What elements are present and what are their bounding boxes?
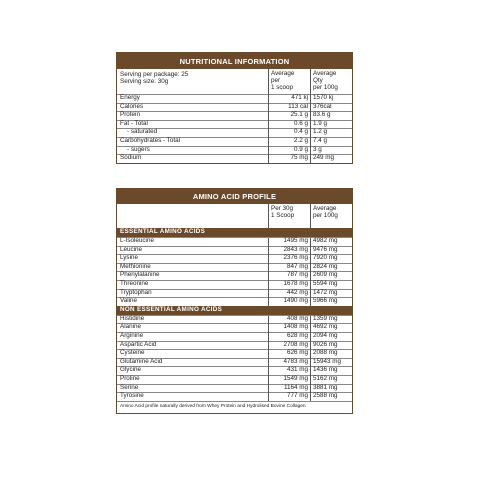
row-per-serve: 1490 mg bbox=[269, 298, 311, 307]
row-per-serve: 787 mg bbox=[269, 272, 311, 281]
table-row bbox=[117, 95, 352, 104]
row-per-100g: 1436 mg bbox=[311, 367, 353, 376]
col2-header-line: Average bbox=[313, 70, 337, 77]
row-per-serve: 1678 mg bbox=[269, 280, 311, 289]
row-per-serve: 0.6 g bbox=[269, 120, 311, 129]
table-row bbox=[117, 375, 352, 384]
row-label: Glutamine Acid bbox=[117, 358, 269, 367]
amino-col2-header-line: Average bbox=[313, 205, 337, 212]
row-label: Tryptophan bbox=[117, 289, 269, 298]
row-label: Arginine bbox=[117, 332, 269, 341]
row-per-100g: 4692 mg bbox=[311, 324, 353, 333]
row-label: Alanine bbox=[117, 324, 269, 333]
row-per-100g: 2588 mg bbox=[311, 393, 353, 401]
nutrition-table bbox=[117, 69, 352, 163]
row-label: Histidine bbox=[117, 315, 269, 324]
row-per-serve: 2376 mg bbox=[269, 255, 311, 264]
amino-col1-header-line: Per 30g bbox=[271, 205, 294, 212]
row-label: Lysine bbox=[117, 255, 269, 264]
row-per-100g: 9476 mg bbox=[311, 246, 353, 255]
row-per-serve: 777 mg bbox=[269, 393, 311, 401]
row-per-100g: 15943 mg bbox=[311, 358, 353, 367]
row-label: Glycine bbox=[117, 367, 269, 376]
row-per-100g: 2824 mg bbox=[311, 263, 353, 272]
amino-col1-header-line: 1 Scoop bbox=[271, 211, 295, 219]
amino-header-row bbox=[117, 204, 352, 229]
table-row bbox=[117, 137, 352, 146]
row-label: Phenylalanine bbox=[117, 272, 269, 281]
row-per-100g: 1359 mg bbox=[311, 315, 353, 324]
row-per-serve: 0.9 g bbox=[269, 146, 311, 155]
row-label: Calories bbox=[117, 103, 269, 112]
row-per-100g: 1.9 g bbox=[311, 120, 353, 129]
col1-header-line: 1 scoop bbox=[271, 83, 294, 91]
table-row bbox=[117, 238, 352, 247]
row-per-serve: 0.4 g bbox=[269, 129, 311, 138]
row-per-serve: 25.1 g bbox=[269, 112, 311, 121]
row-per-100g: 1570 kj bbox=[311, 95, 353, 104]
row-per-100g: 9026 mg bbox=[311, 341, 353, 350]
col1-header-line: per bbox=[271, 76, 281, 84]
row-label: Leucine bbox=[117, 246, 269, 255]
row-label: Energy bbox=[117, 95, 269, 104]
table-row bbox=[117, 393, 352, 401]
col2-header-line: Qty bbox=[313, 76, 323, 84]
amino-table bbox=[117, 204, 352, 401]
row-per-serve: 431 mg bbox=[269, 367, 311, 376]
row-per-100g: 5594 mg bbox=[311, 280, 353, 289]
table-row bbox=[117, 298, 352, 307]
row-per-serve: 2708 mg bbox=[269, 341, 311, 350]
row-per-serve: 408 mg bbox=[269, 315, 311, 324]
table-row bbox=[117, 280, 352, 289]
essential-section-title: ESSENTIAL AMINO ACIDS bbox=[117, 229, 352, 238]
table-row bbox=[117, 255, 352, 264]
row-label: Carbohydrates - Total bbox=[117, 137, 269, 146]
row-per-serve: 4783 mg bbox=[269, 358, 311, 367]
row-label: Fat - Total bbox=[117, 120, 269, 129]
table-row bbox=[117, 332, 352, 341]
amino-title: AMINO ACID PROFILE bbox=[117, 189, 352, 204]
row-label: Valine bbox=[117, 298, 269, 307]
table-row bbox=[117, 350, 352, 359]
nutrition-title: NUTRITIONAL INFORMATION bbox=[117, 53, 352, 69]
row-per-serve: 628 mg bbox=[269, 332, 311, 341]
nonessential-section-title: NON ESSENTIAL AMINO ACIDS bbox=[117, 306, 352, 315]
amino-col2-header-line: per 100g bbox=[313, 211, 338, 219]
row-per-100g: 2094 mg bbox=[311, 332, 353, 341]
table-row bbox=[117, 155, 352, 163]
row-label: Methionine bbox=[117, 263, 269, 272]
row-per-serve: 847 mg bbox=[269, 263, 311, 272]
nonessential-section-header bbox=[117, 306, 352, 315]
row-per-100g: 2609 mg bbox=[311, 272, 353, 281]
row-label: Tyrosine bbox=[117, 393, 269, 401]
row-per-100g: 1.2 g bbox=[311, 129, 353, 138]
row-per-100g: 7.4 g bbox=[311, 137, 353, 146]
row-per-serve: 1164 mg bbox=[269, 384, 311, 393]
row-label: Proline bbox=[117, 375, 269, 384]
row-per-100g: 3 g bbox=[311, 146, 353, 155]
row-per-100g: 3881 mg bbox=[311, 384, 353, 393]
row-label: - saturated bbox=[117, 129, 269, 138]
row-per-100g: 5162 mg bbox=[311, 375, 353, 384]
amino-panel bbox=[116, 188, 353, 414]
row-per-100g: 83.6 g bbox=[311, 112, 353, 121]
nutrition-panel bbox=[116, 52, 353, 164]
row-per-serve: 1408 mg bbox=[269, 324, 311, 333]
row-label: Sodium bbox=[117, 155, 269, 163]
row-per-100g: 2088 mg bbox=[311, 350, 353, 359]
row-per-100g: 249 mg bbox=[311, 155, 353, 163]
row-per-100g: 7920 mg bbox=[311, 255, 353, 264]
row-label: Serine bbox=[117, 384, 269, 393]
row-per-100g: 376cal bbox=[311, 103, 353, 112]
row-label: Threonine bbox=[117, 280, 269, 289]
row-label: L-Isoleucine bbox=[117, 238, 269, 247]
row-per-100g: 1472 mg bbox=[311, 289, 353, 298]
row-per-serve: 626 mg bbox=[269, 350, 311, 359]
col2-header-line: per 100g bbox=[313, 83, 338, 91]
row-per-serve: 1495 mg bbox=[269, 238, 311, 247]
row-per-100g: 5966 mg bbox=[311, 298, 353, 307]
col1-header-line: Average bbox=[271, 70, 295, 77]
row-per-serve: 113 cal bbox=[269, 103, 311, 112]
row-per-serve: 2.2 g bbox=[269, 137, 311, 146]
row-label: - sugers bbox=[117, 146, 269, 155]
row-per-100g: 4982 mg bbox=[311, 238, 353, 247]
row-label: Protein bbox=[117, 112, 269, 121]
row-per-serve: 2843 mg bbox=[269, 246, 311, 255]
row-label: Aspartic Acid bbox=[117, 341, 269, 350]
serving-size: Serving size: 30g bbox=[120, 77, 169, 85]
row-per-serve: 1549 mg bbox=[269, 375, 311, 384]
amino-footnote: Amino Acid profile naturally derived from Whey Protein and Hydrolised Bovine Collagen bbox=[117, 401, 352, 413]
table-row bbox=[117, 112, 352, 121]
serving-per-package: Serving per package: 25 bbox=[120, 71, 189, 78]
row-per-serve: 471 kj bbox=[269, 95, 311, 104]
row-per-serve: 442 mg bbox=[269, 289, 311, 298]
row-per-serve: 75 mg bbox=[269, 155, 311, 163]
row-label: Cysteine bbox=[117, 350, 269, 359]
nutrition-header-row bbox=[117, 69, 352, 95]
